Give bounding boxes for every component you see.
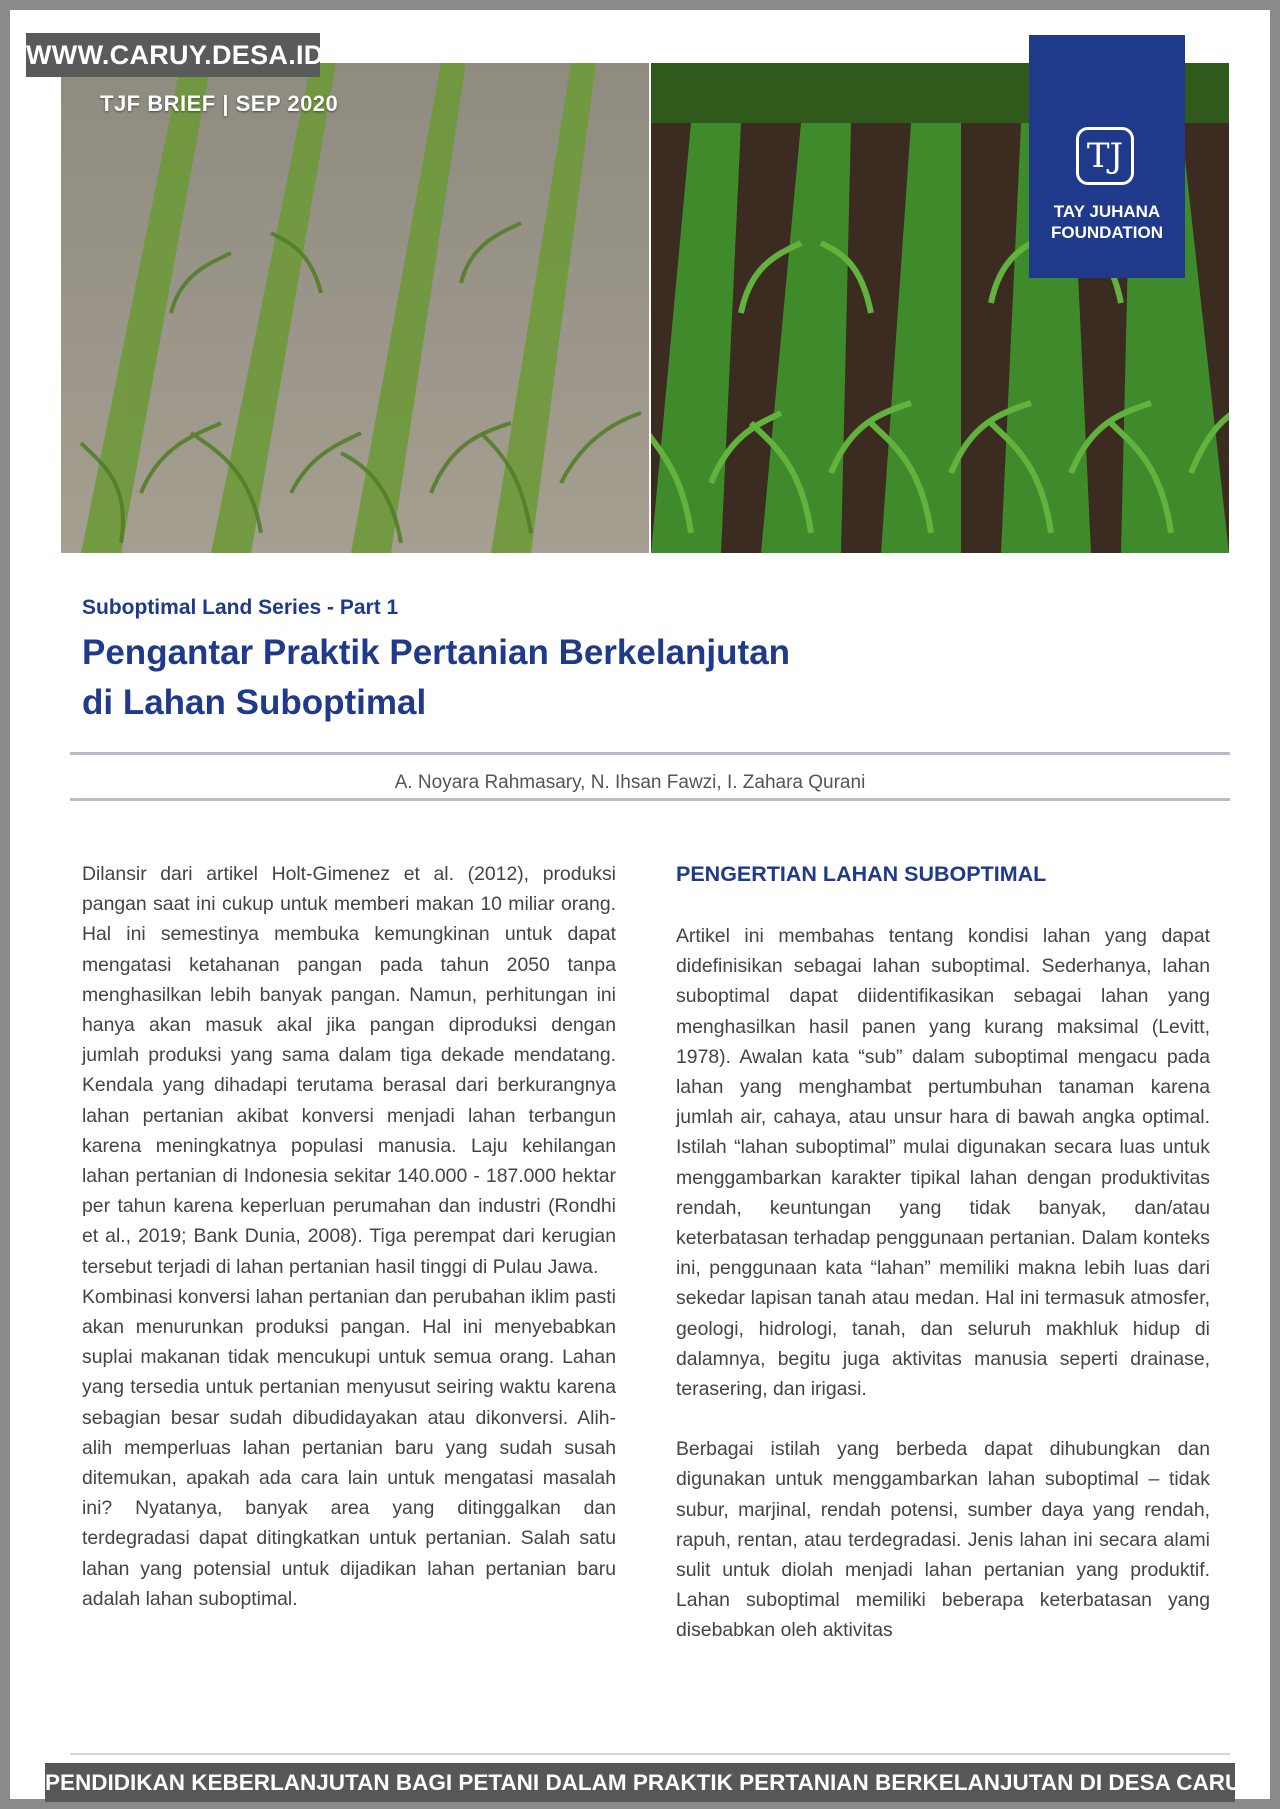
page-title — [82, 628, 982, 728]
right-paragraph-2: Berbagai istilah yang berbeda dapat dihubungkan dan digunakan untuk menggambarkan lahan suboptimal – tidak subur, marjinal, rendah potensi, sumber daya yang rendah, rapuh, rentan, atau terdegradasi. Jenis lahan ini secara alami sulit untuk diolah menjadi lahan pertanian yang produktif. Lahan suboptimal memiliki beberapa keterbatasan yang disebabkan oleh aktivitas — [676, 1438, 1210, 1642]
series-label: Suboptimal Land Series - Part 1 — [82, 596, 399, 619]
authors: A. Noyara Rahmasary, N. Ihsan Fawzi, I. Zahara Qurani — [394, 772, 866, 793]
dry-field-illustration — [61, 63, 649, 553]
foundation-logo — [1029, 35, 1185, 278]
document-page — [10, 10, 1270, 1799]
tj-logo-icon: TJ — [1076, 127, 1134, 185]
logo-line-2: FOUNDATION — [1050, 223, 1164, 242]
site-watermark: WWW.CARUY.DESA.ID — [26, 33, 320, 77]
section-heading: PENGERTIAN LAHAN SUBOPTIMAL — [676, 862, 1047, 886]
right-paragraph-1: Artikel ini membahas tentang kondisi lahan yang dapat didefinisikan sebagai lahan suboptimal. Sederhanya, lahan suboptimal dapat diidentifikasikan sebagai lahan yang menghasilkan hasil panen yang kurang maksimal (Levitt, 1978). Awalan kata “sub” dalam suboptimal mengacu pada lahan yang menghambat pertumbuhan tanaman karena jumlah air, cahaya, atau unsur hara di bawah angka optimal. Istilah “lahan suboptimal” mulai digunakan secara luas untuk menggambarkan karakter tipikal lahan dengan produktivitas rendah, keuntungan yang tidak banyak, dan/atau keterbatasan terhadap penggunaan pertanian. Dalam konteks ini, penggunaan kata “lahan” memiliki makna lebih luas dari sekedar lapisan tanah atau medan. Hal ini termasuk atmosfer, geologi, hidrologi, tanah, dan seluruh makhluk hidup di dalamnya, begitu juga aktivitas manusia seperti drainase, terasering, dan irigasi. — [676, 925, 1210, 1401]
logo-text — [1029, 201, 1185, 243]
right-column — [676, 921, 1210, 1646]
dry-field-photo — [61, 63, 649, 553]
logo-line-1: TAY JUHANA — [1053, 202, 1161, 221]
footer-divider — [70, 1753, 1230, 1755]
brief-label: TJF BRIEF | SEP 2020 — [100, 91, 339, 116]
left-column — [82, 859, 616, 1614]
left-paragraph-2: Kombinasi konversi lahan pertanian dan perubahan iklim pasti akan menurunkan produksi pangan. Hal ini menyebabkan suplai makanan tidak mencukupi untuk semua orang. Lahan yang tersedia untuk pertanian menyusut seiring waktu karena sebagian besar sudah dibudidayakan atau dikonversi. Alih-alih memperluas lahan pertanian baru yang sudah susah ditemukan, apakah ada cara lain untuk mengatasi masalah ini? Nyatanya, banyak area yang ditinggalkan dan terdegradasi dapat ditingkatkan untuk pertanian. Salah satu lahan yang potensial untuk dijadikan lahan pertanian baru adalah lahan suboptimal. — [82, 1285, 616, 1610]
caption-banner: PENDIDIKAN KEBERLANJUTAN BAGI PETANI DALAM PRAKTIK PERTANIAN BERKELANJUTAN DI DESA CARUY — [45, 1763, 1235, 1802]
title-line-2: di Lahan Suboptimal — [82, 683, 427, 722]
divider-top — [70, 752, 1230, 755]
title-line-1: Pengantar Praktik Pertanian Berkelanjutan — [82, 633, 791, 672]
divider-bottom — [70, 798, 1230, 801]
left-paragraph-1: Dilansir dari artikel Holt-Gimenez et al. (2012), produksi pangan saat ini cukup untuk memberi makan 10 miliar orang. Hal ini semestinya membuka kemungkinan untuk dapat mengatasi ketahanan pangan pada tahun 2050 tanpa menghasilkan lebih banyak pangan. Namun, perhitungan ini hanya akan masuk akal jika pangan diproduksi dengan jumlah produksi yang sama dalam tiga dekade mendatang. Kendala yang dihadapi terutama berasal dari berkurangnya lahan pertanian akibat konversi menjadi lahan terbangun karena meningkatnya populasi manusia. Laju kehilangan lahan pertanian di Indonesia sekitar 140.000 - 187.000 hektar per tahun karena keperluan perumahan dan industri (Rondhi et al., 2019; Bank Dunia, 2008). Tiga perempat dari kerugian tersebut terjadi di lahan pertanian hasil tinggi di Pulau Jawa. — [82, 863, 616, 1278]
